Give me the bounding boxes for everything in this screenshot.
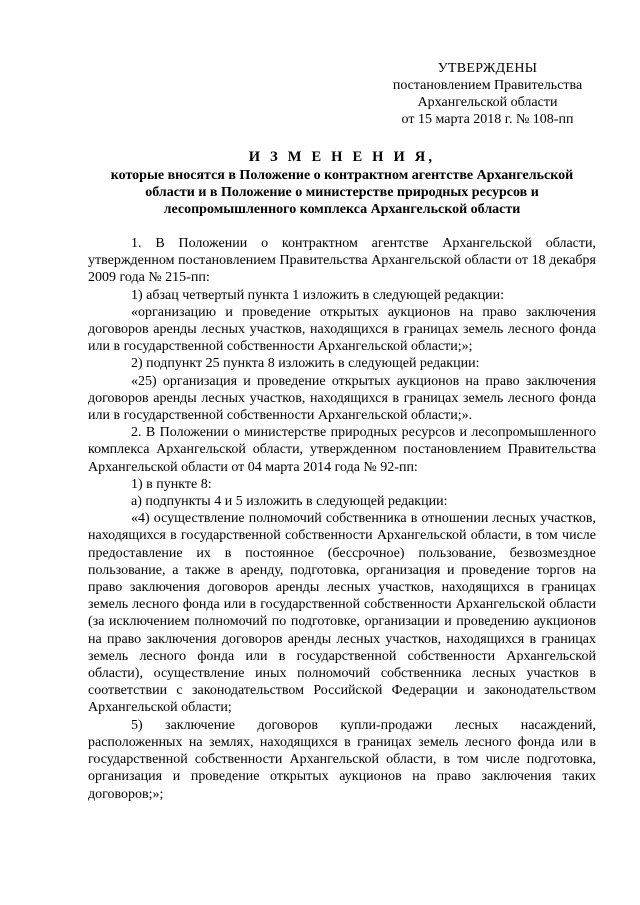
paragraph: «4) осуществление полномочий собственника в отношении лесных участков, находящихся в государственной собственности Архангельской области, в том числе предоставление их в постоянное (бессрочное) пользование, безвозмездное пользование, а также в аренду, подготовка, организация и проведение торгов на право заключения договоров аренды лесных участков, находящихся в границах земель лесного фонда или в государственной собственности Архангельской области (за исключением полномочий по подготовке, организации и проведению аукционов на право заключения договоров аренды лесных участков, находящихся в границах земель лесного фонда или в государственной собственности Архангельской области), осуществление иных полномочий собственника лесных участков в соответствии с законодательством Российской Федерации и законодательством Архангельской области; xyxy=(88,511,596,716)
document-subtitle: которые вносятся в Положение о контрактном агентстве Архангельской области и в Положение о министерстве природных ресурсов и лесопромышленного комплекса Архангельской области xyxy=(110,168,574,217)
paragraph: «25) организация и проведение открытых аукционов на право заключения договоров аренды лесных участков, находящихся в границах земель лесного фонда или в государственной собственности Архангельской области;». xyxy=(88,373,596,424)
paragraph: 1. В Положении о контрактном агентстве Архангельской области, утвержденном постановлением Правительства Архангельской области от 18 декабря 2009 года № 215-пп: xyxy=(88,236,596,286)
approval-stamp xyxy=(380,60,595,128)
paragraph: «организацию и проведение открытых аукционов на право заключения договоров аренды лесных участков, находящихся в границах земель лесного фонда или в государственной собственности Архангельской области;»; xyxy=(88,304,596,355)
paragraph: 1) в пункте 8: xyxy=(131,476,212,492)
approval-date: от 15 марта 2018 г. № 108-пп xyxy=(401,112,574,127)
approval-heading: УТВЕРЖДЕНЫ xyxy=(437,61,538,76)
document-title: И З М Е Н Е Н И Я, xyxy=(248,149,436,165)
paragraph: 2) подпункт 25 пункта 8 изложить в следующей редакции: xyxy=(131,356,480,372)
paragraph: 2. В Положении о министерстве природных ресурсов и лесопромышленного комплекса Архангельской области, утвержденном постановлением Правительства Архангельской области от 04 марта 2014 года № 92-пп: xyxy=(88,425,596,475)
paragraph: 1) абзац четвертый пункта 1 изложить в следующей редакции: xyxy=(131,287,505,303)
document-body xyxy=(88,235,596,803)
paragraph: а) подпункты 4 и 5 изложить в следующей редакции: xyxy=(131,494,448,510)
document-heading xyxy=(88,148,596,218)
approval-line: Архангельской области xyxy=(417,95,558,110)
paragraph: 5) заключение договоров купли-продажи лесных насаждений, расположенных на землях, находящихся в границах земель лесного фонда или в государственной собственности Архангельской области, в том числе подготовка, организация и проведение открытых аукционов на право заключения таких договоров;»; xyxy=(88,717,596,802)
approval-line: постановлением Правительства xyxy=(392,78,583,93)
